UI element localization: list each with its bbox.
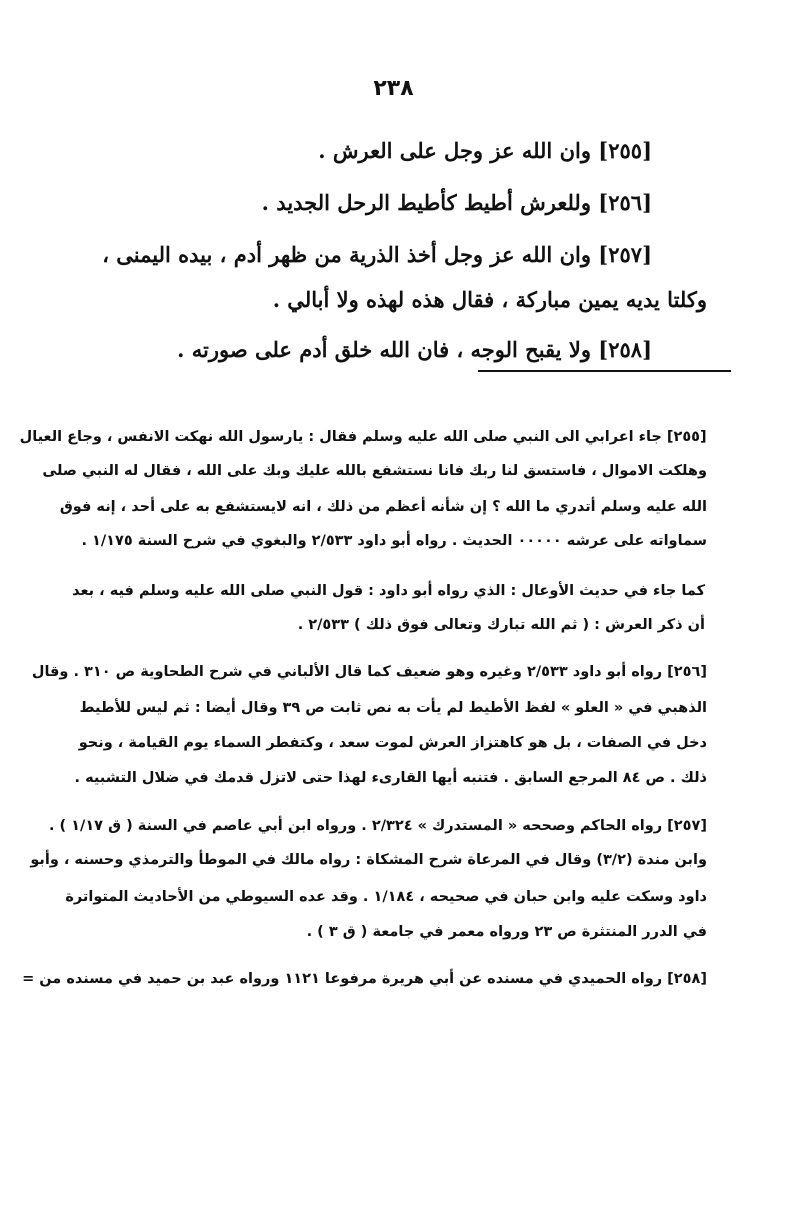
main-line-257-cont: وكلتا يديه يمين مباركة ، فقال هذه لهذه ولا أبالي . [272,287,707,312]
footnote-divider [478,370,731,372]
footnote-line: الله عليه وسلم أتدري ما الله ؟ إن شأنه أعظم من ذلك ، انه لايستشفع به على أحد ، إنه فوق [59,499,707,515]
footnote-line: أن ذكر العرش : ( ثم الله تبارك وتعالى فوق ذلك ) ٢/٥٣٣ . [297,617,705,633]
footnote-line: في الدرر المنتثرة ص ٢٣ ورواه معمر في جامعة ( ق ٣ ) . [306,924,707,940]
footnote-line: سماواته على عرشه ٠٠٠٠٠ الحديث . رواه أبو داود ٢/٥٣٣ والبغوي في شرح السنة ١/١٧٥ . [81,533,707,549]
main-line-255: [٢٥٥] وان الله عز وجل على العرش . [318,138,652,163]
page-number: ٢٣٨ [373,76,414,101]
footnote-line: [٢٥٥] جاء اعرابي الى النبي صلى الله عليه وسلم فقال : يارسول الله نهكت الانفس ، وجاع العيال [20,429,707,445]
main-line-256: [٢٥٦] وللعرش أطيط كأطيط الرحل الجديد . [261,190,652,215]
footnote-line: دخل في الصفات ، بل هو كاهتزاز العرش لموت سعد ، وكتفطر السماء يوم القيامة ، ونحو [78,735,707,751]
footnote-line: داود وسكت عليه وابن حبان في صحيحه ، ١/١٨٤ . وقد عده السيوطي من الأحاديث المتواترة [65,889,707,905]
main-line-258: [٢٥٨] ولا يقبح الوجه ، فان الله خلق أدم على صورته . [177,337,652,362]
footnote-line: ذلك . ص ٨٤ المرجع السابق . فتنبه أيها القارىء لهذا حتى لاتزل قدمك في ضلال التشبيه . [74,770,707,786]
footnote-line: [٢٥٦] رواه أبو داود ٢/٥٣٣ وغيره وهو ضعيف كما قال الألباني في شرح الطحاوية ص ٣١٠ . وقال [31,664,707,680]
main-line-257: [٢٥٧] وان الله عز وجل أخذ الذرية من ظهر أدم ، بيده اليمنى ، [102,242,652,267]
footnote-line: كما جاء في حديث الأوعال : الذي رواه أبو داود : قول النبي صلى الله عليه وسلم فيه ، بعد [72,583,705,599]
footnote-line: [٢٥٨] رواه الحميدي في مسنده عن أبي هريرة مرفوعا ١١٢١ ورواه عبد بن حميد في مسنده من = [22,971,707,987]
footnote-line: وهلكت الاموال ، فاستسق لنا ربك فانا نستشفع بالله عليك وبك على الله ، فقال له النبي صلى [42,463,707,479]
footnote-line: وابن مندة (٣/٢) وقال في المرعاة شرح المشكاة : رواه مالك في الموطأ والترمذي وحسنه ، وأبو [30,852,707,868]
footnote-line: [٢٥٧] رواه الحاكم وصححه « المستدرك » ٢/٣٢٤ . ورواه ابن أبي عاصم في السنة ( ق ١/١٧ ) . [48,818,707,834]
footnote-line: الذهبي في « العلو » لفظ الأطيط لم يأت به نص ثابت ص ٣٩ وقال أيضا : ثم ليس للأطيط [79,700,707,716]
